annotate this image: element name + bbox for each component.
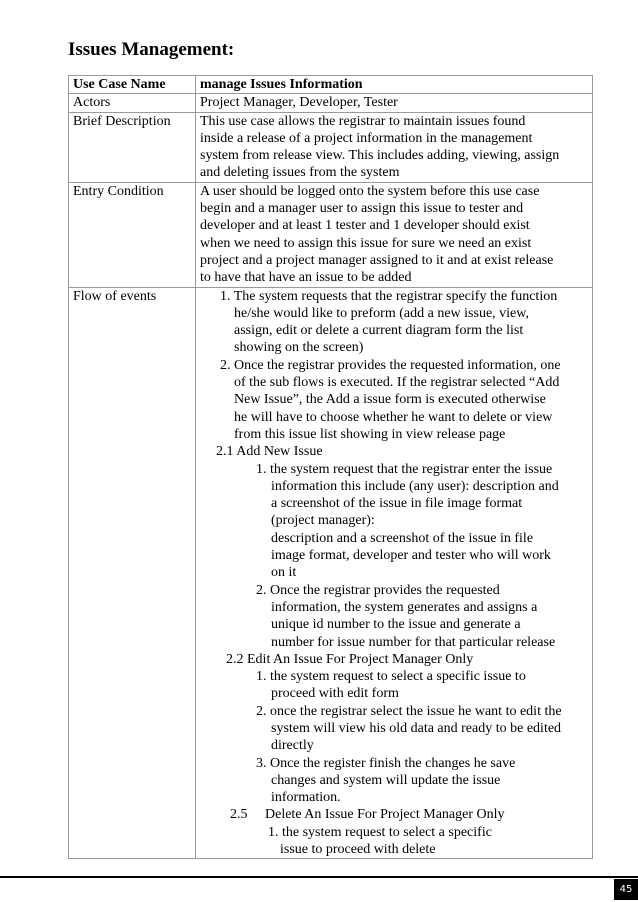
entry-line: A user should be logged onto the system before this use case (200, 183, 540, 199)
entry-line: developer and at least 1 tester and 1 developer should exist (200, 218, 530, 234)
use-case-name-value: manage Issues Information (196, 76, 593, 94)
entry-line: begin and a manager user to assign this issue to tester and (200, 201, 524, 217)
subflow-add-heading: 2.1 Add New Issue (216, 444, 323, 460)
page-number: 45 (614, 879, 638, 900)
use-case-name-label: Use Case Name (69, 76, 196, 94)
entry-line: to have that have an issue to be added (200, 270, 412, 286)
flow-line: a screenshot of the issue in file image format (271, 496, 523, 512)
brief-line: system from release view. This includes adding, viewing, assign (200, 148, 560, 164)
brief-line: and deleting issues from the system (200, 165, 400, 181)
flow-line: information this include (any user): description and (271, 478, 559, 494)
flow-line: system will view his old data and ready to be edited (271, 720, 562, 736)
flow-line: changes and system will update the issue (271, 772, 501, 788)
use-case-table (68, 75, 593, 859)
subflow-step: 1. the system request to select a specific issue to (256, 669, 526, 685)
subflow-step: 2. once the registrar select the issue he want to edit the (256, 703, 562, 719)
entry-condition-value (196, 182, 593, 287)
subflow-edit-heading: 2.2 Edit An Issue For Project Manager Only (226, 651, 474, 667)
row-use-case-name (69, 76, 593, 94)
flow-line: of the sub flows is executed. If the registrar selected “Add (234, 375, 560, 391)
flow-step-2: 2. Once the registrar provides the requested information, one (220, 357, 561, 373)
flow-line: information. (271, 790, 341, 806)
flow-line: showing on the screen) (234, 340, 364, 356)
flow-step-1: 1. The system requests that the registrar specify the function (220, 288, 558, 304)
subflow-delete-heading: 2.5 Delete An Issue For Project Manager Only (230, 807, 505, 823)
subflow-step: 1. the system request that the registrar enter the issue (256, 461, 553, 477)
flow-line: directly (271, 738, 314, 754)
flow-line: (project manager): (271, 513, 375, 529)
flow-line: from this issue list showing in view release page (234, 426, 506, 442)
brief-description-value (196, 112, 593, 182)
flow-of-events-value (196, 287, 593, 859)
entry-line: when we need to assign this issue for sure we need an exist (200, 235, 532, 251)
actors-label: Actors (69, 94, 196, 112)
flow-line: information, the system generates and assigns a (271, 599, 538, 615)
flow-line: New Issue”, the Add a issue form is executed otherwise (234, 392, 546, 408)
subflow-step: 1. the system request to select a specific (268, 824, 492, 840)
flow-line: he/she would like to preform (add a new issue, view, (234, 305, 529, 321)
entry-line: project and a project manager assigned to it and at exist release (200, 252, 554, 268)
flow-line: number for issue number for that particular release (271, 634, 556, 650)
row-flow-of-events (69, 287, 593, 859)
flow-of-events-label: Flow of events (69, 287, 196, 859)
actors-value: Project Manager, Developer, Tester (196, 94, 593, 112)
row-brief-description (69, 112, 593, 182)
brief-line: inside a release of a project information in the management (200, 130, 533, 146)
flow-line: image format, developer and tester who will work (271, 548, 551, 564)
flow-line: on it (271, 565, 297, 581)
row-entry-condition (69, 182, 593, 287)
flow-line: he will have to choose whether he want to delete or view (234, 409, 553, 425)
section-heading: Issues Management: (68, 39, 235, 60)
flow-line: issue to proceed with delete (280, 842, 436, 858)
flow-line: description and a screenshot of the issue in file (271, 530, 534, 546)
flow-line: proceed with edit form (271, 686, 399, 702)
subflow-step: 3. Once the register finish the changes he save (256, 755, 516, 771)
footer-rule (0, 876, 638, 878)
row-actors (69, 94, 593, 112)
flow-line: assign, edit or delete a current diagram form the list (234, 323, 524, 339)
brief-line: This use case allows the registrar to maintain issues found (200, 113, 526, 129)
entry-condition-label: Entry Condition (69, 182, 196, 287)
subflow-step: 2. Once the registrar provides the requested (256, 582, 500, 598)
brief-description-label: Brief Description (69, 112, 196, 182)
flow-line: unique id number to the issue and generate a (271, 617, 521, 633)
